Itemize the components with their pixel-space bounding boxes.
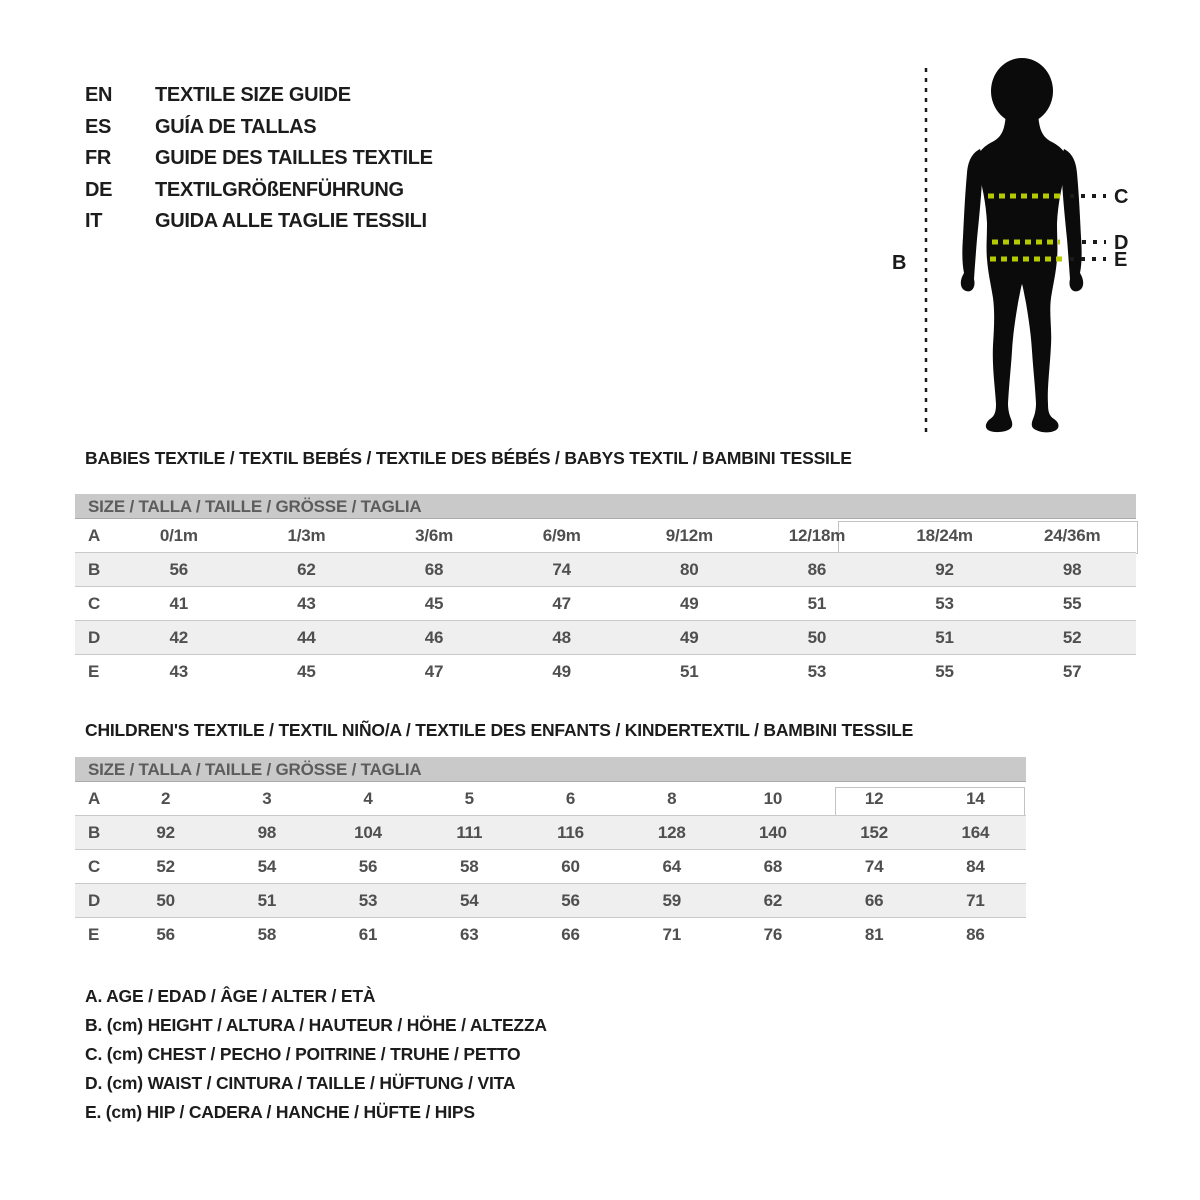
table-cell: 1/3m bbox=[287, 525, 326, 545]
table-cell: 49 bbox=[680, 593, 699, 613]
language-title: GUÍA DE TALLAS bbox=[155, 115, 317, 138]
children-section-title: CHILDREN'S TEXTILE / TEXTIL NIÑO/A / TEXTILE DES ENFANTS / KINDERTEXTIL / BAMBINI TESSILE bbox=[85, 720, 914, 740]
table-row bbox=[75, 850, 1026, 884]
table-cell: 62 bbox=[297, 559, 316, 579]
babies-size-table bbox=[75, 494, 1136, 689]
language-title: TEXTILE SIZE GUIDE bbox=[155, 84, 351, 107]
table-cell: 104 bbox=[354, 822, 382, 842]
table-cell: 52 bbox=[156, 856, 175, 876]
table-cell: 3/6m bbox=[415, 525, 454, 545]
table-cell: 41 bbox=[169, 593, 189, 613]
chest-label: C bbox=[1114, 186, 1129, 208]
table-cell: 46 bbox=[424, 627, 444, 647]
table-cell: 66 bbox=[561, 925, 580, 944]
language-code: IT bbox=[85, 210, 103, 233]
language-row bbox=[85, 143, 433, 175]
table-cell: 49 bbox=[552, 662, 571, 681]
table-cell: 57 bbox=[1062, 662, 1082, 681]
language-row bbox=[85, 80, 433, 112]
table-cell: 59 bbox=[662, 890, 681, 910]
language-title: TEXTILGRÖßENFÜHRUNG bbox=[155, 178, 404, 201]
table-cell: 51 bbox=[680, 662, 699, 681]
table-cell: 71 bbox=[966, 890, 985, 910]
table-cell: 45 bbox=[424, 593, 444, 613]
table-cell: 56 bbox=[156, 925, 175, 944]
table-row bbox=[75, 553, 1136, 587]
row-label: D bbox=[88, 627, 101, 647]
babies-section-title: BABIES TEXTILE / TEXTIL BEBÉS / TEXTILE DES BÉBÉS / BABYS TEXTIL / BAMBINI TESSILE bbox=[85, 448, 852, 468]
row-label: A bbox=[88, 788, 101, 808]
row-label: B bbox=[88, 822, 101, 842]
hip-label: E bbox=[1114, 249, 1128, 271]
language-code: EN bbox=[85, 84, 113, 107]
table-cell: 52 bbox=[1062, 627, 1082, 647]
row-label: C bbox=[88, 856, 101, 876]
table-cell: 51 bbox=[935, 627, 954, 647]
language-code: FR bbox=[85, 147, 112, 170]
table-cell: 54 bbox=[257, 856, 277, 876]
language-row bbox=[85, 175, 433, 207]
measurement-figure bbox=[880, 55, 1160, 445]
child-silhouette-icon bbox=[961, 58, 1083, 432]
table-cell: 4 bbox=[363, 788, 373, 808]
table-cell: 18/24m bbox=[916, 525, 973, 545]
language-title: GUIDA ALLE TAGLIE TESSILI bbox=[155, 210, 427, 233]
table-cell: 45 bbox=[297, 662, 316, 681]
legend-line: E. (cm) HIP / CADERA / HANCHE / HÜFTE / HIPS bbox=[85, 1102, 475, 1122]
table-cell: 111 bbox=[456, 822, 483, 842]
table-cell: 50 bbox=[807, 627, 827, 647]
table-cell: 53 bbox=[358, 890, 378, 910]
table-cell: 5 bbox=[464, 788, 474, 808]
table-cell: 74 bbox=[864, 856, 884, 876]
table-cell: 51 bbox=[807, 593, 827, 613]
table-cell: 58 bbox=[257, 925, 277, 944]
legend-line: C. (cm) CHEST / PECHO / POITRINE / TRUHE / PETTO bbox=[85, 1044, 521, 1064]
table-row bbox=[75, 884, 1026, 918]
row-label: E bbox=[88, 662, 100, 681]
table-cell: 80 bbox=[680, 559, 699, 579]
table-cell: 66 bbox=[864, 890, 884, 910]
row-label: C bbox=[88, 593, 101, 613]
table-cell: 43 bbox=[297, 593, 316, 613]
row-label: E bbox=[88, 925, 100, 944]
table-cell: 86 bbox=[966, 925, 985, 944]
table-cell: 140 bbox=[759, 822, 787, 842]
table-header: SIZE / TALLA / TAILLE / GRÖSSE / TAGLIA bbox=[75, 757, 1026, 782]
table-cell: 50 bbox=[156, 890, 175, 910]
table-cell: 51 bbox=[257, 890, 277, 910]
table-cell: 116 bbox=[557, 822, 584, 842]
table-cell: 53 bbox=[807, 662, 827, 681]
table-cell: 76 bbox=[763, 925, 783, 944]
table-row bbox=[75, 816, 1026, 850]
table-cell: 64 bbox=[662, 856, 681, 876]
language-code: ES bbox=[85, 115, 112, 138]
language-list bbox=[85, 80, 433, 238]
table-cell: 47 bbox=[424, 662, 444, 681]
table-cell: 2 bbox=[160, 788, 171, 808]
table-cell: 56 bbox=[169, 559, 189, 579]
table-cell: 92 bbox=[935, 559, 954, 579]
table-cell: 68 bbox=[424, 559, 444, 579]
table-row bbox=[75, 621, 1136, 655]
waist-label: D bbox=[1114, 232, 1129, 254]
row-label: B bbox=[88, 559, 101, 579]
table-cell: 14 bbox=[966, 788, 985, 808]
table-row bbox=[75, 587, 1136, 621]
table-cell: 6/9m bbox=[542, 525, 581, 545]
table-cell: 53 bbox=[935, 593, 954, 613]
table-cell: 42 bbox=[169, 627, 189, 647]
table-cell: 9/12m bbox=[665, 525, 713, 545]
table-cell: 58 bbox=[460, 856, 479, 876]
table-cell: 60 bbox=[561, 856, 580, 876]
table-cell: 10 bbox=[763, 788, 783, 808]
row-label: A bbox=[88, 525, 101, 545]
table-cell: 56 bbox=[561, 890, 580, 910]
table-cell: 54 bbox=[460, 890, 479, 910]
table-cell: 68 bbox=[763, 856, 783, 876]
measurement-legend bbox=[85, 982, 547, 1127]
table-cell: 8 bbox=[667, 788, 677, 808]
language-row bbox=[85, 112, 433, 144]
table-cell: 128 bbox=[657, 822, 686, 842]
children-size-table bbox=[75, 757, 1026, 952]
table-cell: 43 bbox=[169, 662, 189, 681]
table-cell: 6 bbox=[565, 788, 576, 808]
row-label: D bbox=[88, 890, 101, 910]
table-header: SIZE / TALLA / TAILLE / GRÖSSE / TAGLIA bbox=[75, 494, 1136, 519]
table-row bbox=[75, 782, 1026, 816]
table-cell: 81 bbox=[864, 925, 884, 944]
table-cell: 98 bbox=[257, 822, 277, 842]
table-cell: 55 bbox=[1062, 593, 1082, 613]
language-row bbox=[85, 206, 433, 238]
table-cell: 0/1m bbox=[159, 525, 198, 545]
table-cell: 48 bbox=[552, 627, 571, 647]
table-cell: 84 bbox=[966, 856, 985, 876]
table-body bbox=[75, 782, 1026, 952]
table-cell: 71 bbox=[662, 925, 681, 944]
table-cell: 55 bbox=[935, 662, 954, 681]
table-cell: 98 bbox=[1062, 559, 1082, 579]
table-cell: 164 bbox=[961, 822, 990, 842]
table-row bbox=[75, 918, 1026, 952]
table-cell: 12/18m bbox=[788, 525, 846, 545]
height-label: B bbox=[892, 252, 907, 274]
table-cell: 152 bbox=[860, 822, 889, 842]
table-cell: 63 bbox=[460, 925, 479, 944]
legend-line: D. (cm) WAIST / CINTURA / TAILLE / HÜFTUNG / VITA bbox=[85, 1073, 516, 1093]
legend-line: B. (cm) HEIGHT / ALTURA / HAUTEUR / HÖHE / ALTEZZA bbox=[85, 1015, 547, 1035]
table-body bbox=[75, 519, 1136, 689]
table-cell: 56 bbox=[358, 856, 378, 876]
table-cell: 74 bbox=[552, 559, 571, 579]
table-cell: 62 bbox=[763, 890, 783, 910]
table-cell: 3 bbox=[262, 788, 272, 808]
table-row bbox=[75, 519, 1136, 553]
table-cell: 49 bbox=[680, 627, 699, 647]
table-cell: 86 bbox=[807, 559, 827, 579]
table-cell: 61 bbox=[358, 925, 378, 944]
table-cell: 47 bbox=[552, 593, 571, 613]
table-row bbox=[75, 655, 1136, 689]
language-code: DE bbox=[85, 178, 113, 201]
legend-line: A. AGE / EDAD / ÂGE / ALTER / ETÀ bbox=[85, 986, 376, 1006]
table-cell: 92 bbox=[156, 822, 175, 842]
language-title: GUIDE DES TAILLES TEXTILE bbox=[155, 147, 433, 170]
table-cell: 12 bbox=[864, 788, 884, 808]
table-cell: 24/36m bbox=[1043, 525, 1101, 545]
table-cell: 44 bbox=[297, 627, 316, 647]
